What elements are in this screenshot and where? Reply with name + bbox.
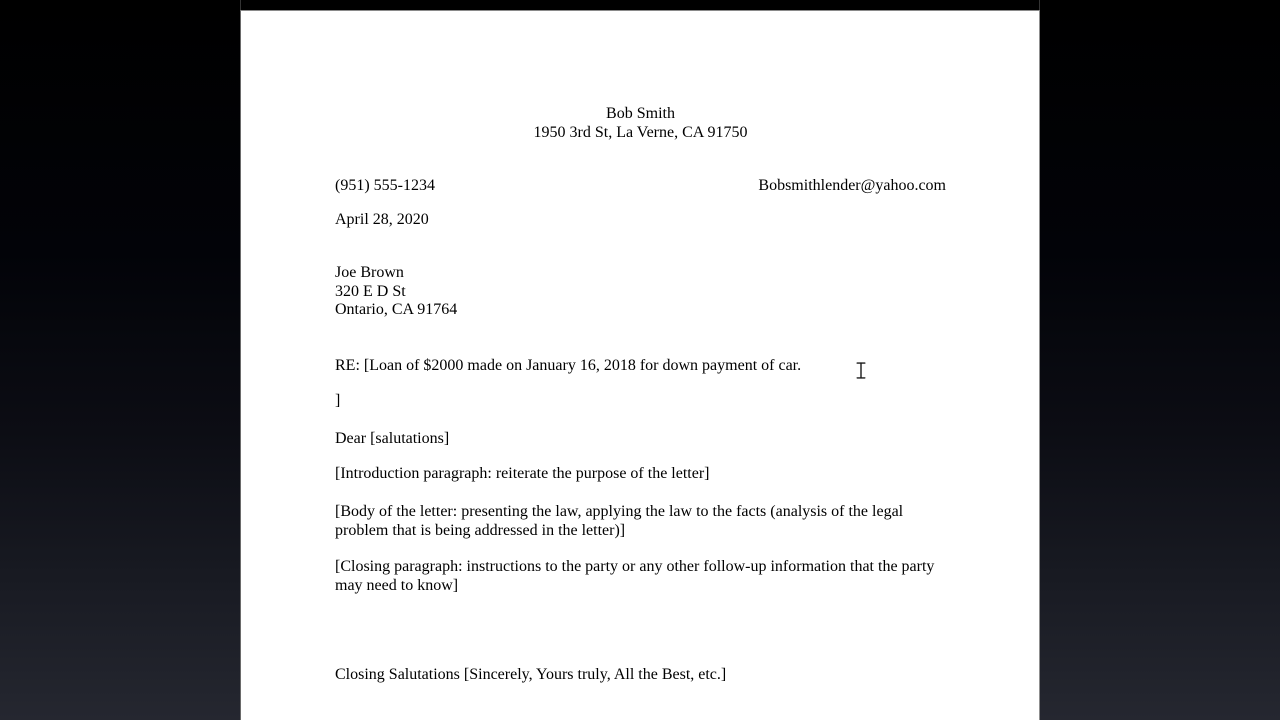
- sender-phone: (951) 555-1234: [335, 177, 435, 194]
- body-paragraph-line1: [Body of the letter: presenting the law, applying the law to the facts (analysis of the legal: [335, 503, 904, 520]
- letter-date: April 28, 2020: [335, 211, 429, 228]
- closing-paragraph-line1: [Closing paragraph: instructions to the party or any other follow-up information that the party: [335, 558, 935, 575]
- window-edge-left: [240, 0, 241, 10]
- sender-header: [335, 104, 946, 142]
- window-edge-right: [1039, 0, 1040, 10]
- closing-salutation-line: Closing Salutations [Sincerely, Yours truly, All the Best, etc.]: [335, 666, 727, 683]
- intro-paragraph: [Introduction paragraph: reiterate the purpose of the letter]: [335, 465, 710, 482]
- recipient-street: 320 E D St: [335, 282, 406, 300]
- salutation-line: Dear [salutations]: [335, 430, 450, 447]
- closing-paragraph: [335, 557, 946, 595]
- body-paragraph-line2: problem that is being addressed in the letter)]: [335, 521, 626, 539]
- recipient-name: Joe Brown: [335, 264, 404, 281]
- recipient-city: Ontario, CA 91764: [335, 301, 458, 318]
- sender-email: Bobsmithlender@yahoo.com: [758, 177, 946, 194]
- sender-name: Bob Smith: [606, 105, 675, 122]
- sender-address: 1950 3rd St, La Verne, CA 91750: [533, 124, 748, 141]
- body-paragraph: [335, 503, 946, 540]
- contact-row: [335, 177, 946, 196]
- subject-close-bracket: ]: [335, 392, 341, 409]
- recipient-address: [335, 264, 946, 320]
- text-ibeam-cursor-icon: [856, 362, 866, 379]
- subject-line: RE: [Loan of $2000 made on January 16, 2018 for down payment of car.: [335, 357, 802, 374]
- document-page[interactable]: [240, 10, 1040, 720]
- closing-paragraph-line2: may need to know]: [335, 577, 459, 594]
